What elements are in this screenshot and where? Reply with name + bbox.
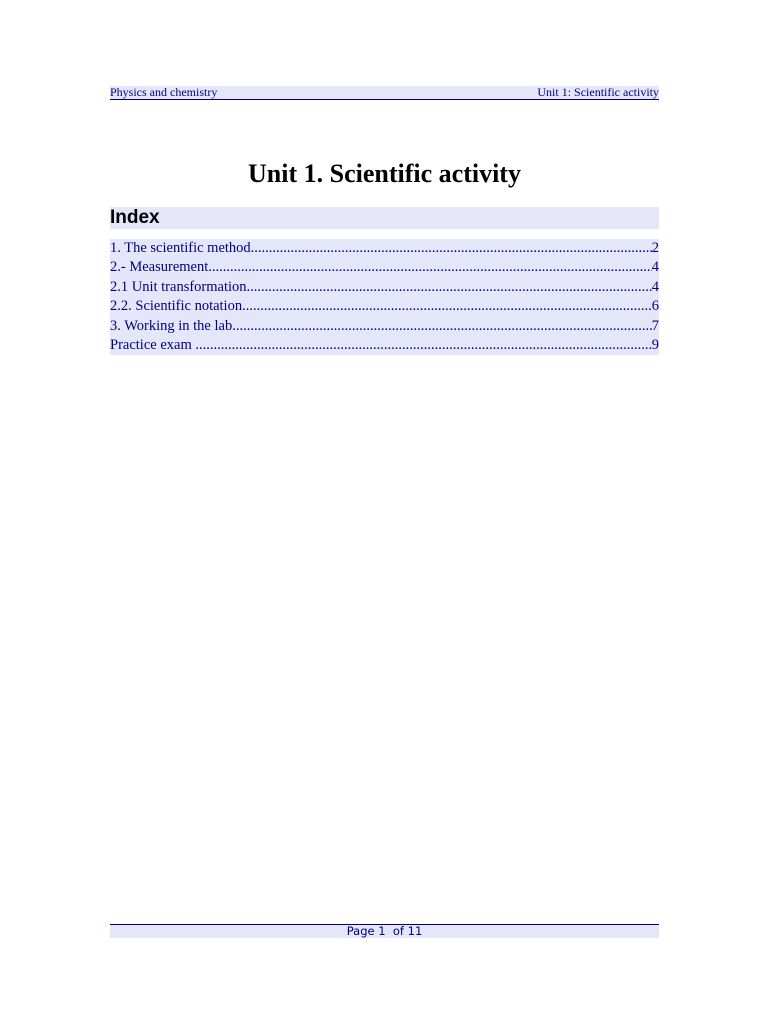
- toc-leader-dots: [195, 336, 651, 355]
- toc-entry-label: Practice exam: [110, 336, 196, 353]
- toc-entry-label: 2.- Measurement: [110, 259, 209, 276]
- toc-entry-label: 3. Working in the lab: [110, 317, 233, 334]
- footer-of-label: of: [392, 924, 404, 938]
- toc-entry-page: 2: [651, 240, 659, 256]
- index-heading: Index: [110, 207, 659, 229]
- table-of-contents: [110, 239, 659, 355]
- document-title: Unit 1. Scientific activity: [248, 159, 521, 188]
- toc-entry-page: 6: [651, 298, 659, 315]
- toc-leader-dots: [247, 278, 652, 297]
- toc-entry-label: 2.2. Scientific notation: [110, 298, 243, 315]
- footer-page-total: 11: [407, 924, 423, 938]
- toc-entry-scientific-method[interactable]: [110, 239, 659, 258]
- toc-entry-page: 9: [651, 336, 659, 353]
- page-header: [110, 86, 659, 100]
- toc-entry-measurement[interactable]: [110, 258, 659, 277]
- toc-entry-page: 4: [651, 278, 659, 295]
- toc-entry-scientific-notation[interactable]: [110, 297, 659, 316]
- toc-entry-page: 4: [651, 259, 659, 276]
- toc-entry-unit-transformation[interactable]: [110, 278, 659, 297]
- toc-leader-dots: [242, 297, 652, 316]
- toc-leader-dots: [208, 258, 652, 277]
- toc-entry-practice-exam[interactable]: [110, 336, 659, 355]
- footer-page-label: Page: [346, 924, 375, 938]
- toc-entry-label: 2.1 Unit transformation: [110, 278, 247, 295]
- toc-leader-dots: [251, 239, 652, 258]
- page-footer: [110, 924, 659, 938]
- toc-entry-page: 7: [651, 317, 659, 334]
- toc-leader-dots: [232, 317, 652, 336]
- footer-page-current: 1: [378, 924, 386, 938]
- header-subject: Physics and chemistry: [110, 85, 218, 99]
- toc-entry-working-in-lab[interactable]: [110, 317, 659, 336]
- toc-entry-label: 1. The scientific method: [110, 240, 251, 256]
- header-unit: Unit 1: Scientific activity: [537, 85, 659, 99]
